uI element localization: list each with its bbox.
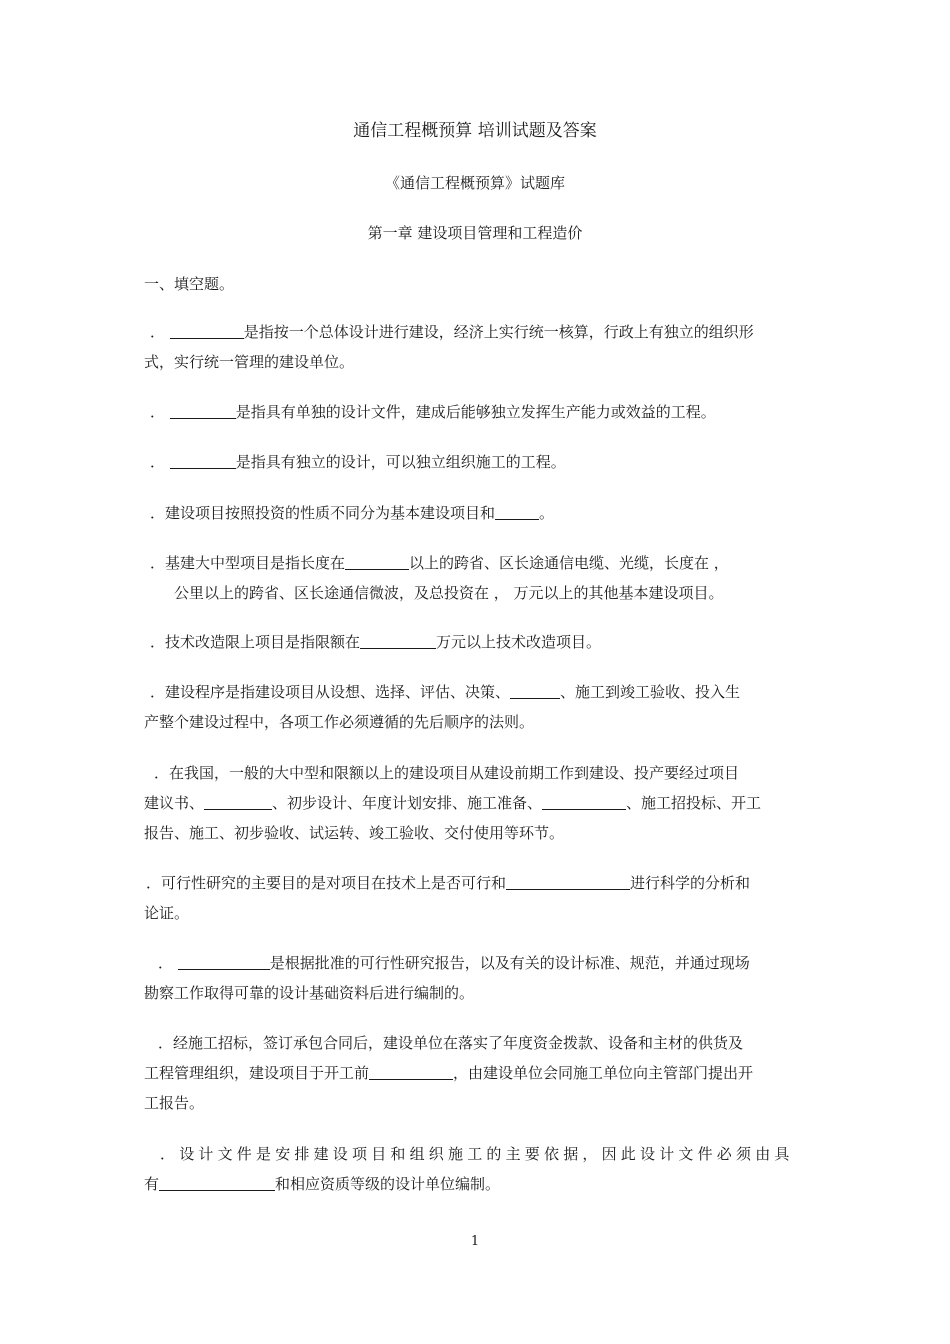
answer-blank[interactable] <box>542 792 626 810</box>
question-9: ．可行性研究的主要目的是对项目在技术上是否可行和 进行科学的分析和 论证。 <box>144 874 751 922</box>
answer-blank[interactable] <box>360 631 436 649</box>
question-1: ． 是指按一个总体设计进行建设，经济上实行统一核算，行政上有独立的组织形 式，实行统一管理的建设单位。 <box>144 323 754 371</box>
answer-blank[interactable] <box>159 1173 275 1191</box>
answer-blank[interactable] <box>495 502 539 520</box>
question-7: ．建设程序是指建设项目从设想、选择、评估、决策、 、施工到竣工验收、投入生 产整个建设过程中，各项工作必须遵循的先后顺序的法则。 <box>144 683 741 731</box>
answer-blank[interactable] <box>170 401 236 419</box>
answer-blank[interactable] <box>510 681 560 699</box>
question-12: ．设计文件是安排建设项目和组织施工的主要依据，因此设计文件必须由具 有 和相应资质等级的设计单位编制。 <box>144 1145 794 1193</box>
document-subtitle: 《通信工程概预算》试题库 <box>384 174 565 192</box>
document-title: 通信工程概预算 培训试题及答案 <box>353 121 597 141</box>
question-2: ． 是指具有单独的设计文件，建成后能够独立发挥生产能力或效益的工程。 <box>150 403 716 421</box>
answer-blank[interactable] <box>345 552 409 570</box>
question-8: ．在我国，一般的大中型和限额以上的建设项目从建设前期工作到建设、投产要经过项目 建议书、 、初步设计、年度计划安排、施工准备、 、施工招投标、开工 报告、施工、初步验收、试运转、竣工验收、交付使用等环节。 <box>144 764 762 842</box>
question-5: ．基建大中型项目是指长度在 以上的跨省、区长途通信电缆、光缆，长度在 ， 公里以上的跨省、区长途通信微波，及总投资在 ， 万元以上的其他基本建设项目。 <box>150 554 729 602</box>
answer-blank[interactable] <box>204 792 272 810</box>
answer-blank[interactable] <box>170 451 236 469</box>
answer-blank[interactable] <box>369 1062 453 1080</box>
answer-blank[interactable] <box>506 872 630 890</box>
question-3: ． 是指具有独立的设计，可以独立组织施工的工程。 <box>150 453 566 471</box>
answer-blank[interactable] <box>178 952 270 970</box>
question-4: ．建设项目按照投资的性质不同分为基本建设项目和 。 <box>150 504 555 522</box>
question-11: ．经施工招标，签订承包合同后，建设单位在落实了年度资金拨款、设备和主材的供货及 工程管理组织，建设项目于开工前 ，由建设单位会同施工单位向主管部门提出开 工报告。 <box>144 1034 754 1112</box>
chapter-heading: 第一章 建设项目管理和工程造价 <box>367 224 583 242</box>
question-6: ．技术改造限上项目是指限额在 万元以上技术改造项目。 <box>150 633 602 651</box>
page-number: 1 <box>470 1234 480 1249</box>
question-10: ． 是根据批准的可行性研究报告，以及有关的设计标准、规范，并通过现场 勘察工作取得可靠的设计基础资料后进行编制的。 <box>144 954 750 1002</box>
section-heading: 一、填空题。 <box>144 275 235 293</box>
answer-blank[interactable] <box>170 321 244 339</box>
